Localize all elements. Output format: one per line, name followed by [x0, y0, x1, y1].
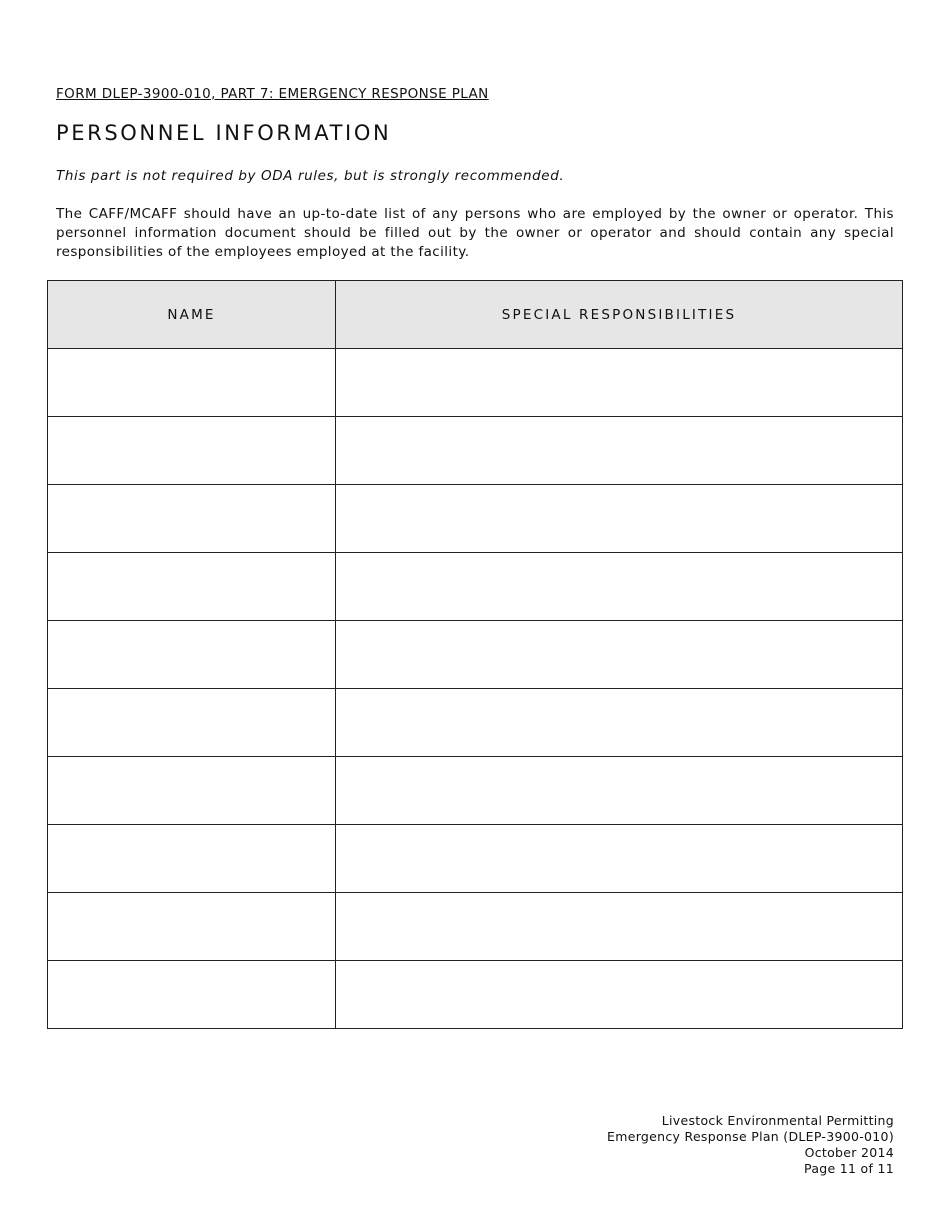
name-cell[interactable] [48, 553, 336, 621]
table-row [48, 349, 903, 417]
footer-program: Livestock Environmental Permitting [661, 1113, 894, 1128]
table-row [48, 757, 903, 825]
column-header-name: NAME [48, 281, 336, 349]
responsibilities-cell[interactable] [336, 553, 903, 621]
name-cell[interactable] [48, 349, 336, 417]
name-cell[interactable] [48, 417, 336, 485]
page-footer [607, 1113, 894, 1177]
table-row [48, 553, 903, 621]
table-row [48, 825, 903, 893]
name-cell[interactable] [48, 689, 336, 757]
column-header-responsibilities: SPECIAL RESPONSIBILITIES [336, 281, 903, 349]
responsibilities-cell[interactable] [336, 417, 903, 485]
responsibilities-cell[interactable] [336, 621, 903, 689]
name-cell[interactable] [48, 485, 336, 553]
responsibilities-cell[interactable] [336, 485, 903, 553]
table-row [48, 417, 903, 485]
responsibilities-cell[interactable] [336, 689, 903, 757]
responsibilities-cell[interactable] [336, 961, 903, 1029]
name-cell[interactable] [48, 757, 336, 825]
recommendation-note: This part is not required by ODA rules, but is strongly recommended. [56, 168, 565, 184]
table-row [48, 689, 903, 757]
table-row [48, 961, 903, 1029]
name-cell[interactable] [48, 825, 336, 893]
table-row [48, 893, 903, 961]
form-identifier: FORM DLEP-3900-010, PART 7: EMERGENCY RESPONSE PLAN [56, 86, 489, 102]
footer-document: Emergency Response Plan (DLEP-3900-010) [607, 1129, 894, 1144]
table-row [48, 621, 903, 689]
responsibilities-cell[interactable] [336, 893, 903, 961]
page-title: PERSONNEL INFORMATION [56, 121, 392, 145]
personnel-table [47, 280, 903, 1029]
instructions-paragraph: The CAFF/MCAFF should have an up-to-date list of any persons who are employed by the owner or operator. This personnel information document should be filled out by the owner or operator and should contain any special responsibilities of the employees employed at the facility. [56, 206, 894, 260]
name-cell[interactable] [48, 893, 336, 961]
footer-date: October 2014 [804, 1145, 894, 1160]
table-row [48, 485, 903, 553]
footer-page-number: Page 11 of 11 [804, 1161, 894, 1176]
responsibilities-cell[interactable] [336, 825, 903, 893]
name-cell[interactable] [48, 961, 336, 1029]
name-cell[interactable] [48, 621, 336, 689]
table-header-row [48, 281, 903, 349]
responsibilities-cell[interactable] [336, 349, 903, 417]
responsibilities-cell[interactable] [336, 757, 903, 825]
